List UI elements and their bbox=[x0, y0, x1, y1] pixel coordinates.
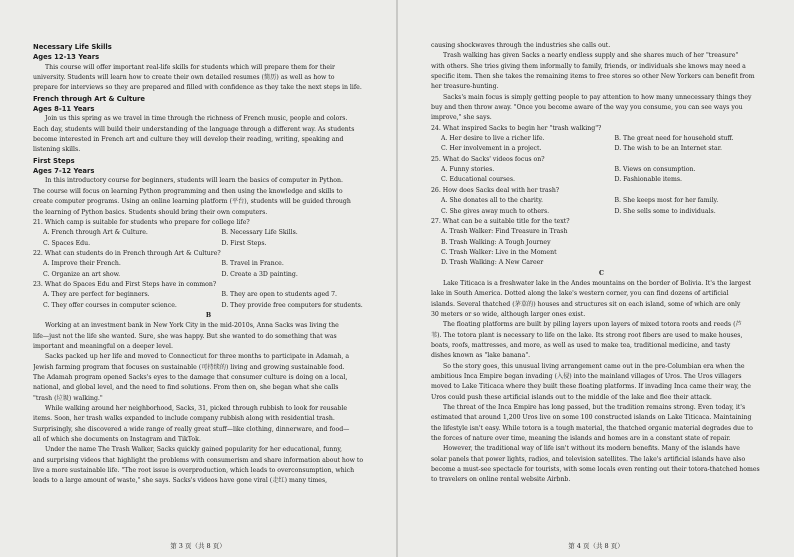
passage-letter: C bbox=[599, 269, 604, 277]
text-line: items. Soon, her trash walks expanded to include company rubbish along with residential trash. bbox=[33, 415, 335, 423]
text-line: moved to Lake Titicaca where they built these floating platforms. If invading Inca came their way, the bbox=[431, 383, 751, 391]
text-line: become interested in French art and culture they will develop their reading, writing, speaking and bbox=[33, 136, 344, 144]
text-line: The floating platforms are built by piling layers upon layers of mixed totora roots and reeds (芦 bbox=[443, 321, 742, 329]
text-line: 24. What inspired Sacks to begin her "trash walking"? bbox=[431, 124, 602, 132]
text-line: "trash (垃圾) walking." bbox=[33, 394, 103, 402]
text-line: create computer programs. Using an online learning platform (平台), students will be guided through bbox=[33, 198, 351, 206]
text-line: 21. Which camp is suitable for students who prepare for college life? bbox=[33, 218, 250, 226]
text-line: boats, roofs, mattresses, and more, as well as used to make tea, traditional medicine, and tasty bbox=[431, 341, 731, 349]
text-line: Surprisingly, she discovered a wide range of really great stuff—like clothing, dinnerware, and food— bbox=[33, 425, 350, 433]
text-line: university. Students will learn how to create their own detailed resumes (简历) as well as how to bbox=[33, 74, 335, 82]
page-3-footer: 第 3 页（共 8 页） bbox=[170, 542, 226, 550]
text-line: Jewish farming program that focuses on sustainable (可持续的) living and growing sustainable food. bbox=[33, 363, 345, 371]
text-line: to travelers on online rental website Airbnb. bbox=[431, 476, 571, 484]
text-line: Sacks's main focus is simply getting people to pay attention to how many unnecessary things they bbox=[443, 93, 752, 101]
answer-option: D. The wish to be an Internet star. bbox=[614, 145, 722, 153]
text-line: Lake Titicaca is a freshwater lake in the Andes mountains on the border of Bolivia. It's the largest bbox=[443, 279, 752, 287]
text-line: listening skills. bbox=[33, 146, 81, 154]
answer-option: D. They provide free computers for students. bbox=[221, 301, 363, 309]
section-heading: French through Art & Culture bbox=[33, 94, 145, 103]
text-line: The course will focus on learning Python programming and then using the knowledge and skills to bbox=[33, 187, 343, 195]
text-line: Join us this spring as we travel in time through the richness of French music, people and colors. bbox=[45, 115, 348, 123]
text-line: Sacks packed up her life and moved to Connecticut for three months to participate in Adamah, a bbox=[45, 353, 350, 361]
answer-option: B. Trash Walking: A Tough Journey bbox=[441, 238, 551, 246]
answer-option: D. Create a 3D painting. bbox=[221, 270, 298, 278]
text-line: Each day, students will build their understanding of the language through a different way. As students bbox=[33, 125, 355, 133]
text-line: 苇). The totora plant is necessary to life on the lake. Its strong root fibers are used to make houses, bbox=[431, 331, 743, 339]
answer-option: C. Her involvement in a project. bbox=[441, 145, 542, 153]
page-3-body bbox=[33, 42, 384, 487]
answer-option: D. Fashionable items. bbox=[614, 176, 682, 184]
answer-options-row bbox=[431, 196, 772, 206]
answer-option: A. Improve their French. bbox=[43, 260, 121, 268]
text-line: Under the name The Trash Walker, Sacks quickly gained popularity for her educational, funny, bbox=[45, 446, 342, 454]
text-line: prepare for interviews so they are prepared and filled with confidence as they take the next steps in life. bbox=[33, 84, 362, 92]
text-line: While walking around her neighborhood, Sacks, 31, picked through rubbish to look for reusable bbox=[45, 405, 348, 413]
text-line: the lifestyle isn't easy. While totora is a tough material, the thatched organic material degrades due to bbox=[431, 424, 753, 432]
text-line: national, and global level, and the need to find solutions. From then on, she began what she calls bbox=[33, 384, 339, 392]
answer-option: D. Trash Walking: A New Career bbox=[441, 259, 544, 267]
page-3 bbox=[0, 0, 396, 557]
page-4-body bbox=[431, 41, 772, 486]
answer-options-row bbox=[431, 175, 772, 185]
answer-options-row bbox=[33, 228, 384, 238]
section-heading: Ages 8-11 Years bbox=[33, 105, 95, 114]
answer-option: A. Her desire to live a richer life. bbox=[441, 135, 545, 143]
text-line: the forces of nature over time, meaning the islands and homes are in a constant state of repair. bbox=[431, 435, 731, 443]
section-heading: First Steps bbox=[33, 156, 75, 165]
text-line: The threat of the Inca Empire has long passed, but the tradition remains strong. Even today, it's bbox=[443, 404, 746, 412]
text-line: The Adamah program opened Sacks's eyes to the damage that consumer culture is doing on a local, bbox=[33, 374, 348, 381]
text-line: 25. What do Sacks' videos focus on? bbox=[431, 155, 545, 163]
answer-option: A. French through Art & Culture. bbox=[43, 229, 148, 237]
text-line: important and meaningful on a deeper level. bbox=[33, 342, 173, 350]
answer-option: C. Spaces Edu. bbox=[43, 239, 91, 247]
answer-options-row bbox=[431, 165, 772, 175]
text-line: However, the traditional way of life isn't without its modern benefits. Many of the islands have bbox=[443, 445, 740, 453]
answer-option: B. The great need for household stuff. bbox=[614, 135, 734, 143]
answer-option: A. Funny stories. bbox=[441, 166, 495, 174]
answer-option: B. Necessary Life Skills. bbox=[221, 229, 298, 237]
text-line: islands. Several thatched (茅草的) houses and structures sit on each island, some of which are only bbox=[431, 300, 741, 308]
page-4-footer: 第 4 页（共 8 页） bbox=[568, 542, 624, 550]
answer-option: B. She keeps most for her family. bbox=[614, 197, 719, 205]
text-line: Uros could push these artificial islands out to the middle of the lake and flee their attack. bbox=[431, 393, 712, 401]
answer-option: C. Organize an art show. bbox=[43, 270, 121, 278]
section-heading: Ages 12-13 Years bbox=[33, 53, 100, 62]
page-4 bbox=[398, 0, 794, 557]
text-line: all of which she documents on Instagram and TikTok. bbox=[33, 436, 201, 444]
text-line: 22. What can students do in French through Art & Culture? bbox=[33, 249, 221, 257]
text-line: In this introductory course for beginners, students will learn the basics of computer in Python. bbox=[45, 177, 343, 185]
text-line: improve," she says. bbox=[431, 114, 492, 122]
answer-options-row bbox=[33, 290, 384, 300]
answer-options-row bbox=[431, 134, 772, 144]
answer-option: A. She donates all to the charity. bbox=[441, 197, 543, 205]
answer-options-row bbox=[33, 301, 384, 311]
text-line: buy and then throw away. "Once you become aware of the way you consume, you can see ways you bbox=[431, 104, 743, 112]
text-line: her treasure-hunting. bbox=[431, 83, 499, 91]
answer-option: C. Trash Walker: Live in the Moment bbox=[441, 248, 557, 256]
text-line: become a must-see spectacle for tourists, with some locals even renting out their totora-thatched homes bbox=[431, 466, 760, 474]
text-line: dishes known as "lake banana". bbox=[431, 352, 531, 360]
text-line: the learning of Python basics. Students should bring their own computers. bbox=[33, 208, 268, 216]
text-line: Trash walking has given Sacks a nearly endless supply and she shares much of her "treasure" bbox=[443, 52, 739, 60]
text-line: 26. How does Sacks deal with her trash? bbox=[431, 186, 560, 194]
answer-options-row bbox=[33, 259, 384, 269]
passage-letter: B bbox=[205, 311, 212, 319]
text-line: 23. What do Spaces Edu and First Steps have in common? bbox=[33, 280, 217, 288]
answer-option: D. First Steps. bbox=[221, 239, 267, 247]
answer-options-row bbox=[431, 144, 772, 154]
text-line: with others. She tries giving them informally to family, friends, or individuals she knows may need a bbox=[431, 62, 746, 70]
answer-options-row bbox=[431, 207, 772, 217]
text-line: ambitious Inca Empire began invading (入侵) into the mainland villages of Uros. The Uros villagers bbox=[431, 373, 742, 380]
section-heading: Ages 7-12 Years bbox=[33, 167, 95, 176]
text-line: estimated that around 1,200 Uros live on some 100 constructed islands on Lake Titicaca. Maintaining bbox=[431, 414, 752, 422]
answer-option: B. Views on consumption. bbox=[614, 166, 696, 174]
section-heading: Necessary Life Skills bbox=[33, 43, 112, 51]
answer-option: D. She sells some to individuals. bbox=[614, 207, 716, 215]
answer-option: C. They offer courses in computer science. bbox=[43, 301, 177, 309]
text-line: life—just not the life she wanted. Sure, she was happy. But she wanted to do something that was bbox=[33, 332, 337, 340]
text-line: solar panels that power lights, radios, and television satellites. The lake's artificial islands have also bbox=[431, 455, 746, 463]
text-line: causing shockwaves through the industries she calls out. bbox=[431, 42, 611, 49]
text-line: 27. What can be a suitable title for the text? bbox=[431, 217, 570, 225]
answer-options-row bbox=[33, 270, 384, 280]
text-line: and surprising videos that highlight the problems with consumerism and share information about how to bbox=[33, 456, 364, 464]
text-line: 30 meters or so wide, although larger ones exist. bbox=[431, 310, 586, 318]
answer-option: A. Trash Walker: Find Treasure in Trash bbox=[441, 228, 568, 236]
answer-option: C. Educational courses. bbox=[441, 176, 515, 184]
text-line: This course will offer important real-life skills for students which will prepare them for their bbox=[45, 63, 335, 71]
text-line: So the story goes, this unusual living arrangement came out in the pre-Columbian era when the bbox=[443, 362, 745, 370]
answer-option: A. They are perfect for beginners. bbox=[43, 291, 150, 299]
answer-option: C. She gives away much to others. bbox=[441, 207, 550, 215]
text-line: lake in South America. Dotted along the lake's western corner, you can find dozens of artificial bbox=[431, 290, 729, 298]
answer-option: B. They are open to students aged 7. bbox=[221, 291, 337, 299]
text-line: live a more sustainable life. "The root issue is overproduction, which leads to overconsumption, which bbox=[33, 467, 355, 475]
text-line: Working at an investment bank in New York City in the mid-2010s, Anna Sacks was living the bbox=[45, 322, 339, 330]
answer-options-row bbox=[33, 239, 384, 249]
text-line: specific item. Then she takes the remaining items to free stores so other New Yorkers can benefit from bbox=[431, 73, 755, 81]
answer-option: B. Travel in France. bbox=[221, 260, 284, 268]
text-line: leads to a large amount of waste," she says. Sacks's videos have gone viral (走红) many times, bbox=[33, 477, 328, 485]
